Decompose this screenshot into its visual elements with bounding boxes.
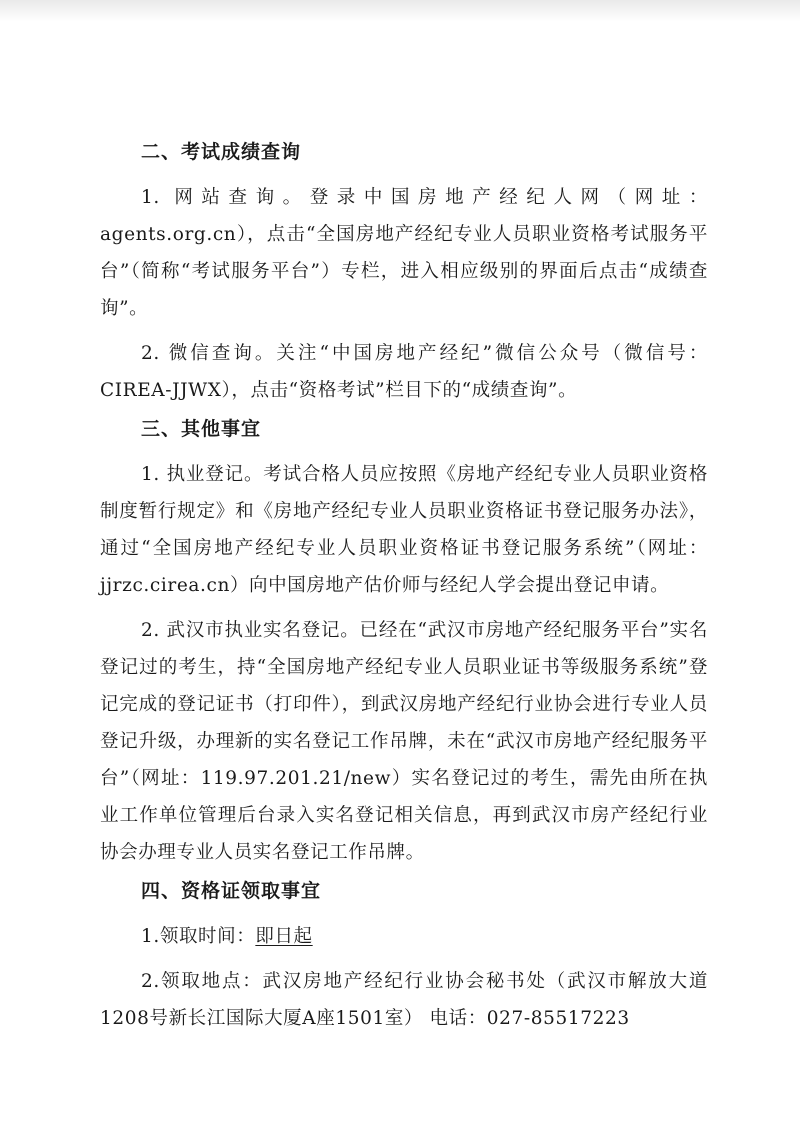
paragraph-wuhan-registration: 2. 武汉市执业实名登记。已经在“武汉市房地产经纪服务平台”实名登记过的考生，持“全国房地产经纪专业人员职业证书等级服务系统”登记完成的登记证书（打印件），到武汉房地产经纪行业协会进行专业人员登记升级，办理新的实名登记工作吊牌，未在“武汉市房地产经纪服务平台”（网址：119.97.201.21/new）实名登记过的考生，需先由所在执业工作单位管理后台录入实名登记相关信息，再到武汉市房产经纪行业协会办理专业人员实名登记工作吊牌。 bbox=[100, 620, 708, 863]
section-heading-other-matters: 三、其他事宜 bbox=[141, 418, 262, 440]
section-heading-certificate-collection: 四、资格证领取事宜 bbox=[141, 880, 322, 902]
paragraph-collection-location: 2.领取地点：武汉房地产经纪行业协会秘书处（武汉市解放大道1208号新长江国际大厦A座1501室） 电话：027-85517223 bbox=[100, 971, 708, 1029]
paragraph-collection-time bbox=[100, 918, 708, 955]
collection-time-value: 即日起 bbox=[255, 926, 313, 947]
scan-top-band bbox=[0, 0, 800, 22]
section-heading-score-query: 二、考试成绩查询 bbox=[141, 141, 302, 163]
collection-time-label: 1.领取时间： bbox=[141, 926, 256, 947]
paragraph-website-query: 1. 网站查询。登录中国房地产经纪人网（网址：agents.org.cn），点击“全国房地产经纪专业人员职业资格考试服务平台”（简称“考试服务平台”）专栏，进入相应级别的界面后点击“成绩查询”。 bbox=[100, 187, 708, 319]
paragraph-practice-registration: 1. 执业登记。考试合格人员应按照《房地产经纪专业人员职业资格制度暂行规定》和《房地产经纪专业人员职业资格证书登记服务办法》，通过“全国房地产经纪专业人员职业资格证书登记服务系统”（网址：jjrzc.cirea.cn）向中国房地产估价师与经纪人学会提出登记申请。 bbox=[100, 464, 708, 596]
paragraph-wechat-query: 2. 微信查询。关注“中国房地产经纪”微信公众号（微信号：CIREA-JJWX），点击“资格考试”栏目下的“成绩查询”。 bbox=[100, 343, 708, 401]
